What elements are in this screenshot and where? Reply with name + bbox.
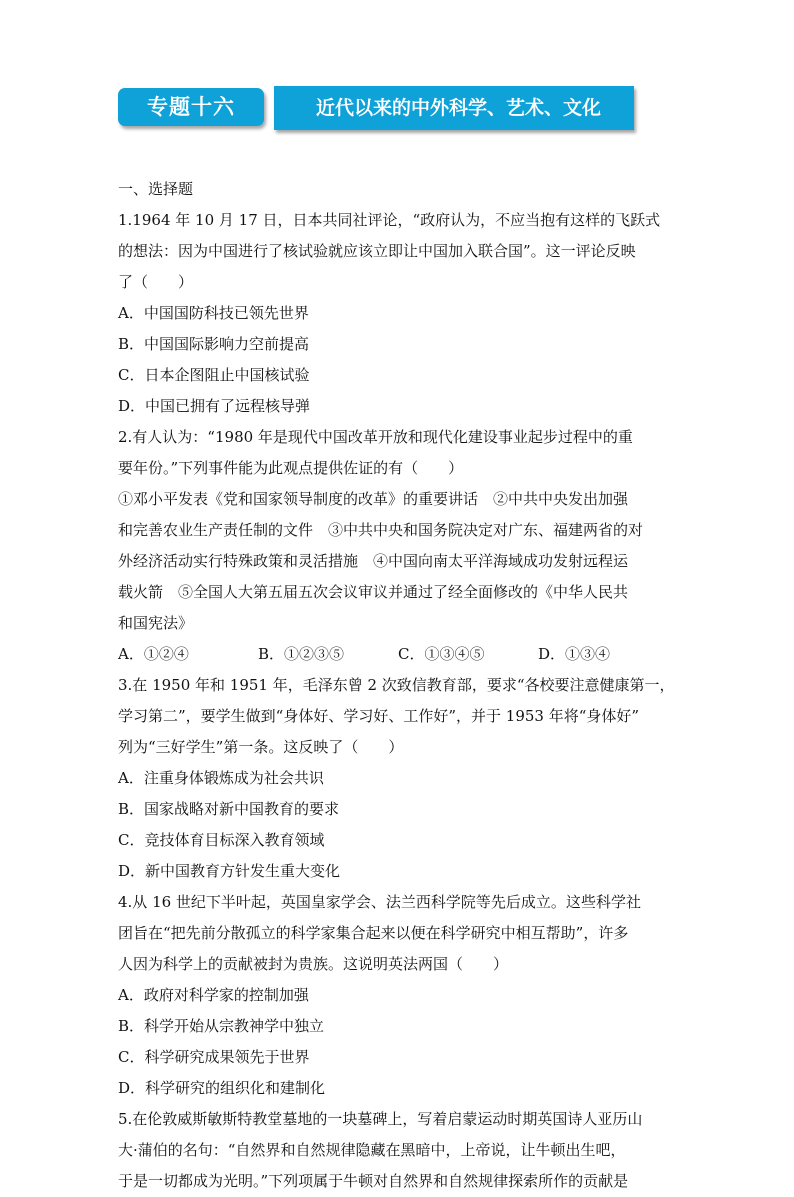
- question-2-options: [118, 639, 678, 670]
- option-a[interactable]: A．注重身体锻炼成为社会共识: [118, 769, 324, 787]
- section-title: 一、选择题: [118, 180, 194, 198]
- question-3-options: [118, 763, 678, 887]
- question-5-line: 5.在伦敦威斯敏斯特教堂墓地的一块墓碑上，写着启蒙运动时期英国诗人亚历山: [118, 1110, 643, 1128]
- topic-tag: 专题十六: [118, 88, 264, 126]
- option-d[interactable]: D．①③④: [538, 645, 611, 663]
- option-a[interactable]: A．中国国防科技已领先世界: [118, 304, 309, 322]
- option-c[interactable]: C．日本企图阻止中国核试验: [118, 366, 310, 384]
- option-b[interactable]: B．科学开始从宗教神学中独立: [118, 1017, 325, 1035]
- question-1-options: [118, 298, 678, 422]
- question-3: [118, 670, 678, 887]
- question-4-line: 4.从 16 世纪下半叶起，英国皇家学会、法兰西科学院等先后成立。这些科学社: [118, 893, 641, 911]
- question-2-line: 载火箭 ⑤全国人大第五届五次会议审议并通过了经全面修改的《中华人民共: [118, 583, 629, 601]
- question-3-line: 3.在 1950 年和 1951 年，毛泽东曾 2 次致信教育部，要求“各校要注意健康第一，: [118, 676, 675, 694]
- option-a[interactable]: A．政府对科学家的控制加强: [118, 986, 309, 1004]
- question-1-line: 的想法：因为中国进行了核试验就应该立即让中国加入联合国”。这一评论反映: [118, 242, 636, 260]
- question-5-line: 大·蒲伯的名句：“自然界和自然规律隐藏在黑暗中，上帝说，让牛顿出生吧，: [118, 1141, 626, 1159]
- option-b[interactable]: B．中国国际影响力空前提高: [118, 335, 310, 353]
- topic-header: [118, 86, 634, 130]
- question-2-line: 2.有人认为：“1980 年是现代中国改革开放和现代化建设事业起步过程中的重: [118, 428, 633, 446]
- question-5-line: 于是一切都成为光明。”下列项属于牛顿对自然界和自然规律探索所作的贡献是: [118, 1172, 629, 1190]
- question-5: [118, 1104, 678, 1197]
- option-c[interactable]: C．竞技体育目标深入教育领域: [118, 831, 325, 849]
- question-4-line: 团旨在“把先前分散孤立的科学家集合起来以便在科学研究中相互帮助”，许多: [118, 924, 629, 942]
- option-d[interactable]: D．中国已拥有了远程核导弹: [118, 397, 311, 415]
- option-b[interactable]: B．国家战略对新中国教育的要求: [118, 800, 340, 818]
- option-a[interactable]: A．①②④: [118, 645, 189, 663]
- question-1: [118, 205, 678, 422]
- option-c[interactable]: C．科学研究成果领先于世界: [118, 1048, 310, 1066]
- question-2: [118, 422, 678, 670]
- question-2-line: 外经济活动实行特殊政策和灵活措施 ④中国向南太平洋海域成功发射远程运: [118, 552, 629, 570]
- topic-title: 近代以来的中外科学、艺术、文化: [274, 86, 634, 130]
- question-1-line: 了（ ）: [118, 273, 194, 291]
- question-4-line: 人因为科学上的贡献被封为贵族。这说明英法两国（ ）: [118, 955, 509, 973]
- question-2-line: 和国宪法》: [118, 614, 194, 632]
- question-2-line: 要年份。”下列事件能为此观点提供佐证的有（ ）: [118, 459, 464, 477]
- question-1-line: 1.1964 年 10 月 17 日，日本共同社评论，“政府认为，不应当抱有这样的飞跃式: [118, 211, 661, 229]
- option-c[interactable]: C．①③④⑤: [398, 645, 485, 663]
- question-3-line: 学习第二”，要学生做到“身体好、学习好、工作好”，并于 1953 年将“身体好”: [118, 707, 640, 725]
- option-d[interactable]: D．科学研究的组织化和建制化: [118, 1079, 326, 1097]
- question-2-line: 和完善农业生产责任制的文件 ③中共中央和国务院决定对广东、福建两省的对: [118, 521, 644, 539]
- question-4-options: [118, 980, 678, 1104]
- option-b[interactable]: B．①②③⑤: [258, 645, 345, 663]
- option-d[interactable]: D．新中国教育方针发生重大变化: [118, 862, 341, 880]
- question-content: [118, 174, 678, 1197]
- question-4: [118, 887, 678, 1104]
- question-3-line: 列为“三好学生”第一条。这反映了（ ）: [118, 738, 404, 756]
- question-2-line: ①邓小平发表《党和国家领导制度的改革》的重要讲话 ②中共中央发出加强: [118, 490, 629, 508]
